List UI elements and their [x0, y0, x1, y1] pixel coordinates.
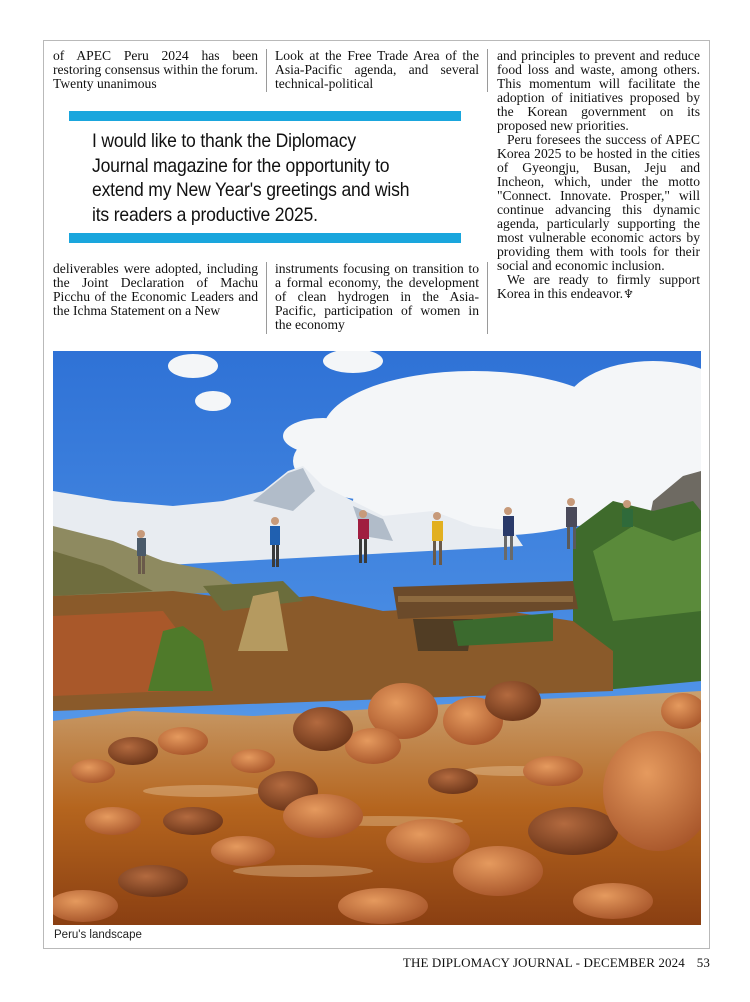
middle-column-top [275, 49, 479, 93]
left-column-top [53, 49, 258, 93]
middle-column-top-text: Look at the Free Trade Area of the Asia-Pacific agenda, and several technical-political [275, 49, 479, 91]
landscape-photo [53, 351, 701, 925]
end-mark-icon: ♆ [623, 287, 634, 301]
page-footer [403, 955, 710, 971]
landscape-illustration [53, 351, 701, 925]
column-divider-top-1 [266, 49, 267, 92]
middle-column-bottom-text: instruments focusing on transition to a formal economy, the development of clean hydrogen in the Asia-Pacific, participation of women in the economy [275, 262, 479, 332]
right-column-paragraph-3 [497, 273, 700, 301]
pull-quote: I would like to thank the Diplomacy Journal magazine for the opportunity to extend my New Year's greetings and wish its readers a productive 2025. [92, 130, 410, 226]
right-column [497, 49, 700, 341]
column-divider-top-2 [487, 49, 488, 92]
column-divider-bottom-2 [487, 262, 488, 334]
column-divider-bottom-1 [266, 262, 267, 334]
page-number: 53 [696, 955, 710, 970]
right-column-paragraph-1: and principles to prevent and reduce food loss and waste, among others. This momentum will facilitate the adoption of initiatives proposed by the Korean government on its proposed new priorities. [497, 49, 700, 133]
quote-bottom-bar [69, 233, 461, 243]
quote-top-bar [69, 111, 461, 121]
left-column-top-text: of APEC Peru 2024 has been restoring consensus within the forum. Twenty unanimous [53, 49, 258, 91]
photo-caption: Peru's landscape [54, 929, 142, 941]
publication-name: THE DIPLOMACY JOURNAL - DECEMBER 2024 [402, 955, 685, 970]
middle-column-bottom [275, 262, 479, 334]
right-column-paragraph-2: Peru foresees the success of APEC Korea 2025 to be hosted in the cities of Gyeongju, Busan, Jeju and Incheon, which, under the motto "Connect. Innovate. Prosper," will continue advancing this dynamic agenda, particularly supporting the most vulnerable economic actors by providing them with tools for their social and economic inclusion. [497, 132, 700, 273]
left-column-bottom-text: deliverables were adopted, including the Joint Declaration of Machu Picchu of the Economic Leaders and the Ichma Statement on a New [53, 262, 258, 318]
right-column-paragraph-3-text: We are ready to firmly support Korea in this endeavor. [497, 272, 700, 301]
left-column-bottom [53, 262, 258, 334]
